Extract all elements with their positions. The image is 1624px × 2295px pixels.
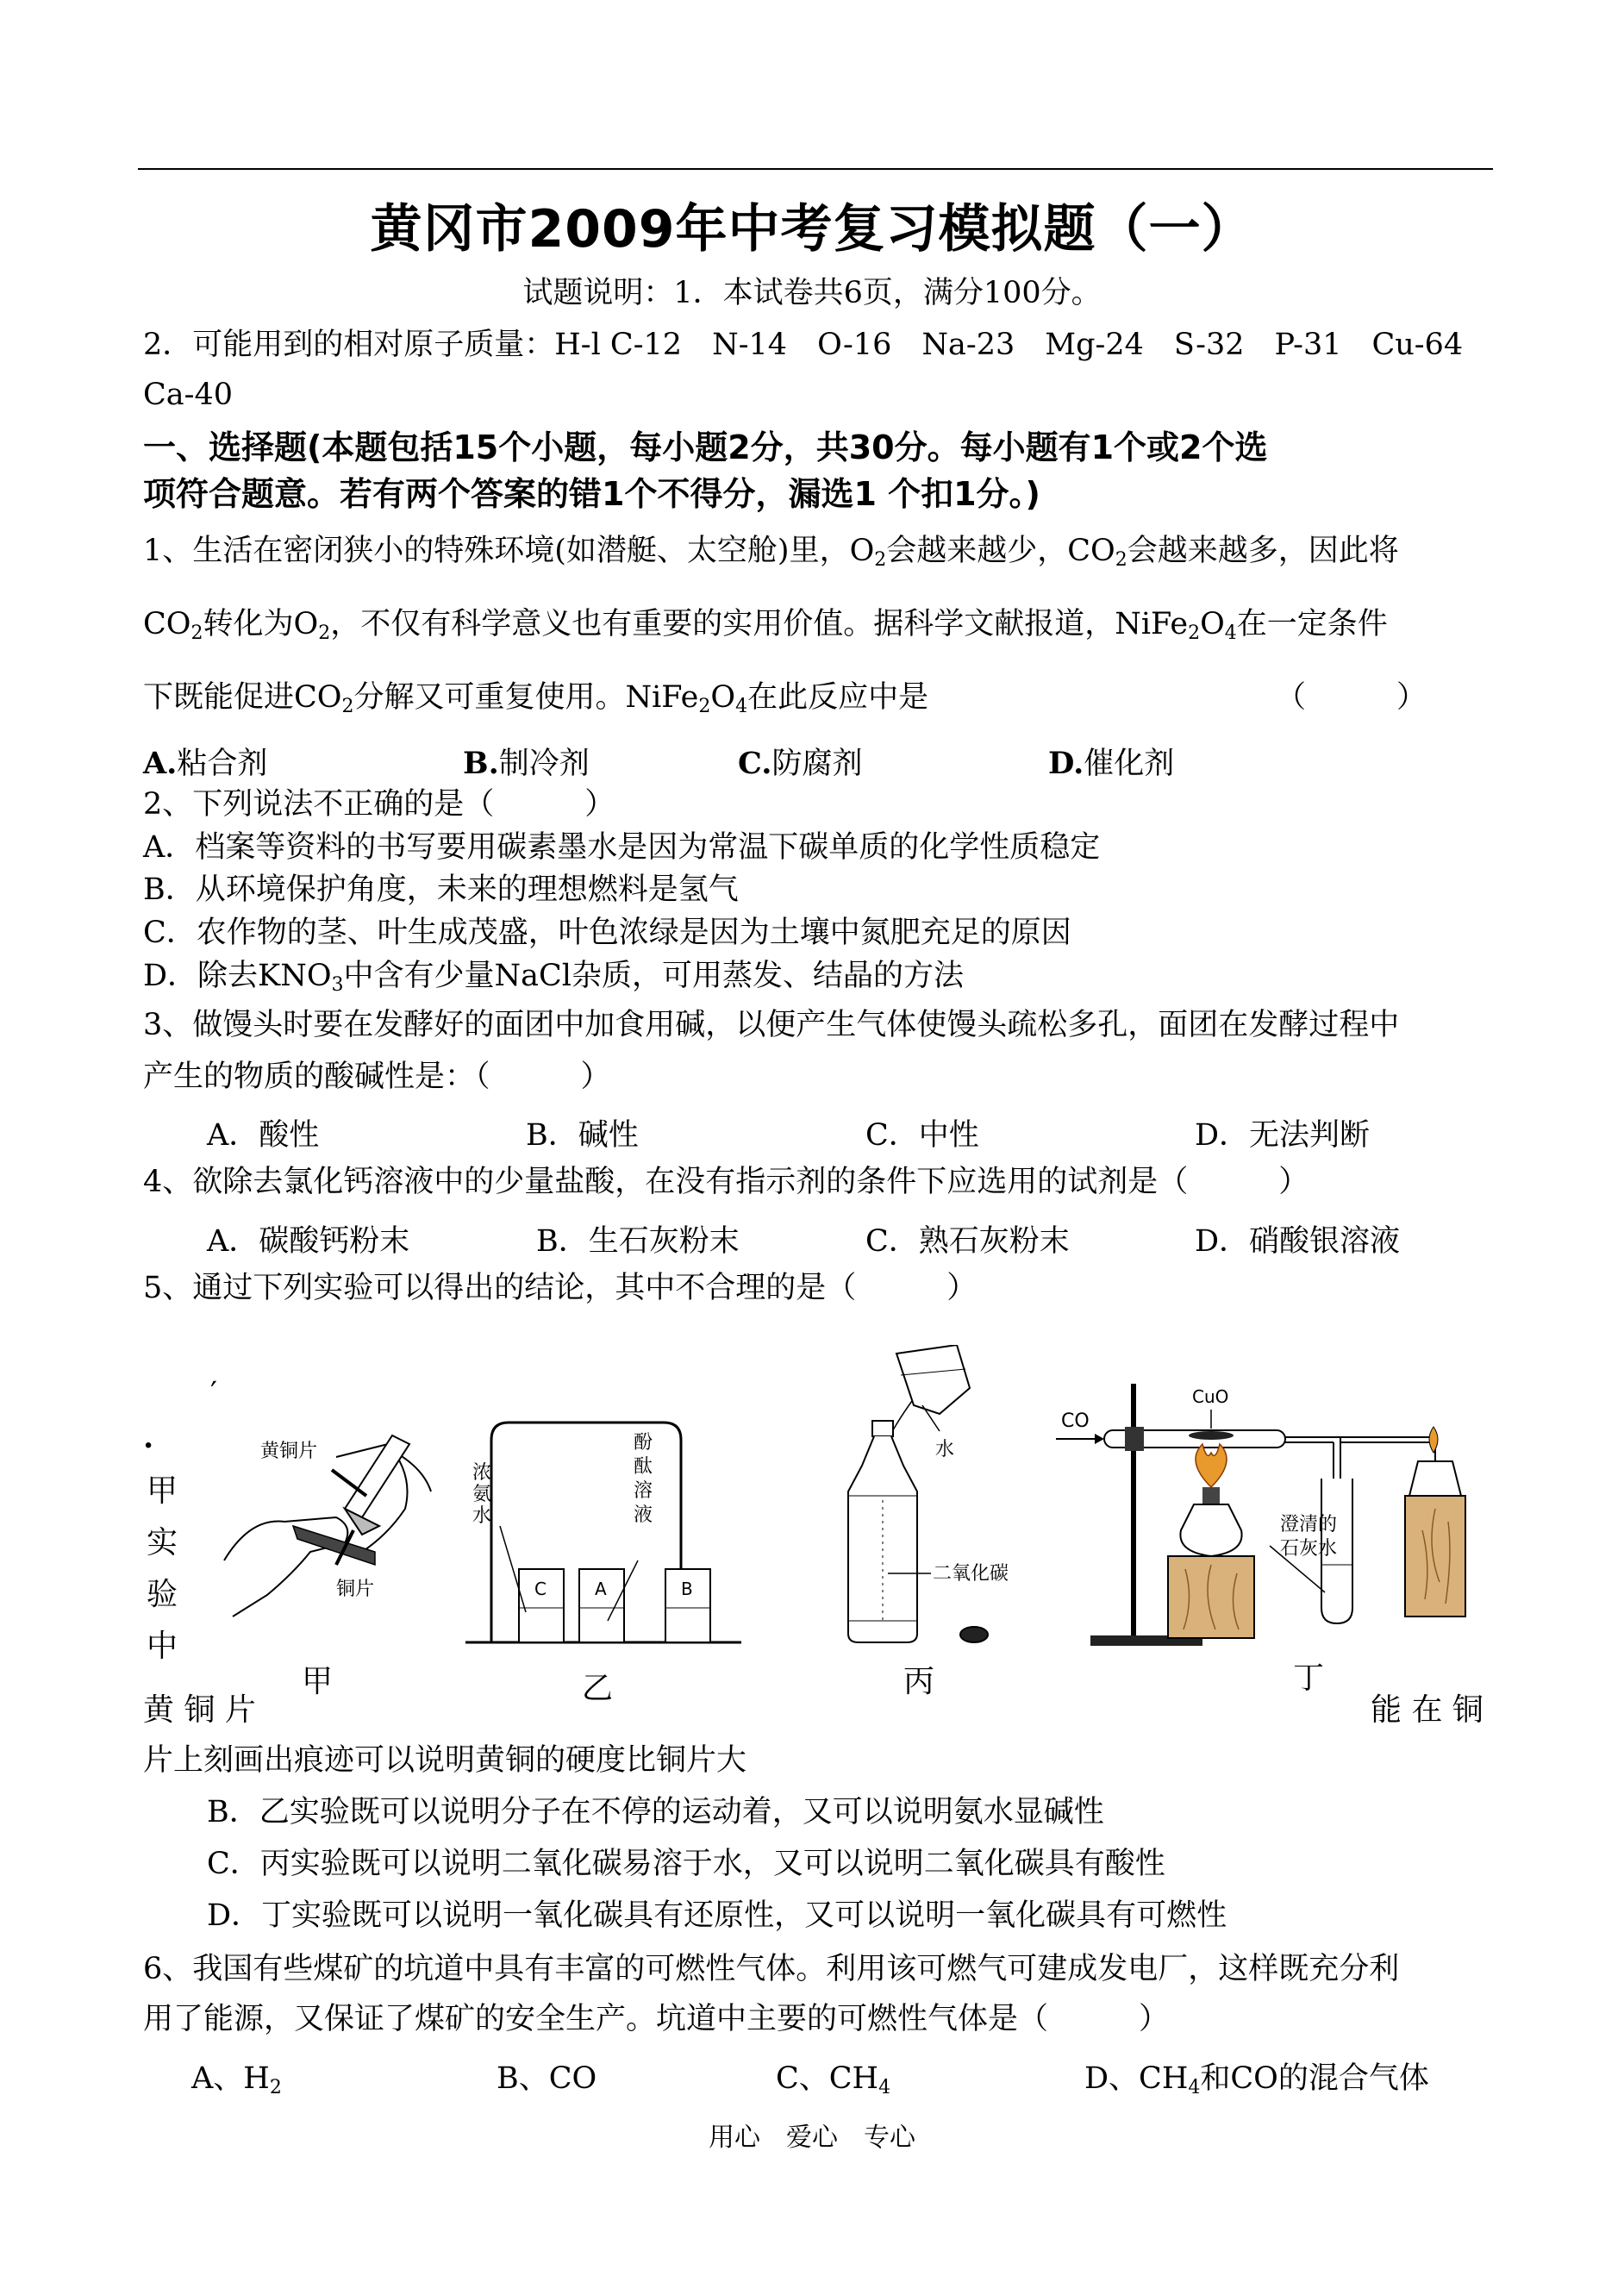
fig-jia-label-brass: 黄铜片 [260,1441,318,1462]
q6-option-a: A、$H_2$ [191,2061,282,2098]
q1-answer-bracket: （ ） [1276,680,1427,715]
page-footer: 用心 爱心 专心 [709,2123,915,2153]
q6-line-2: 用了能源，又保证了煤矿的安全生产。坑道中主要的可燃性气体是（ ） [143,2002,1170,2036]
q5-option-b: B．乙实验既可以说明分子在不停的运动着，又可以说明氨水显碱性 [207,1795,1104,1829]
q2-option-d: D．除去$KNO_3$中含有少量NaCl杂质，可用蒸发、结晶的方法 [143,959,964,996]
q2-stem: 2、下列说法不正确的是（ ） [143,787,615,822]
q5-vertical-char-2: 实 [146,1525,178,1560]
q5-option-a-end: 能 在 铜 [1371,1692,1483,1728]
fig-label-bing: 丙 [903,1664,935,1699]
q5-option-d: D．丁实验既可以说明一氧化碳具有还原性，又可以说明一氧化碳具有可燃性 [207,1898,1227,1933]
fig-label-yi: 乙 [582,1671,614,1706]
q5-vertical-char-4: 中 [146,1629,178,1664]
q5-vertical-char-1: 甲 [146,1473,178,1509]
beaker-label-a: A [595,1579,607,1599]
beaker-label-c: C [534,1579,547,1599]
fig-yi-right-char-3: 溶 [634,1480,653,1502]
q2-option-c: C．农作物的茎、叶生成茂盛，叶色浓绿是因为土壤中氮肥充足的原因 [143,916,1071,950]
q4-option-c: C．熟石灰粉末 [865,1224,1070,1259]
fig-label-jia: 甲 [302,1664,334,1699]
q5-mark-dot: . [143,1420,154,1455]
fig-bing-label-co2: 二氧化碳 [933,1563,1009,1585]
q1-line-3: 下既能促进$CO_2$分解又可重复使用。$NiFe_2O_4$在此反应中是 [143,680,929,717]
q1-line-1: 1、生活在密闭狭小的特殊环境(如潜艇、太空舱)里，$O_2$会越来越少，$CO_2$会越来越多，因此将 [143,534,1399,571]
fig-jia-label-copper: 铜片 [336,1579,375,1600]
q3-option-d: D．无法判断 [1195,1118,1371,1153]
figure-ding-co-reduction [1056,1366,1496,1651]
q4-stem: 4、欲除去氯化钙溶液中的少量盐酸，在没有指示剂的条件下应选用的试剂是（ ） [143,1165,1309,1199]
fig-ding-label-limewater-1: 澄清的 [1280,1514,1338,1535]
fig-yi-left-char-3: 水 [472,1505,492,1527]
q4-option-a: A．碳酸钙粉末 [207,1224,410,1259]
q5-vertical-char-3: 验 [146,1577,178,1612]
q3-option-b: B．碱性 [526,1118,639,1153]
q1-option-a: A.粘合剂 [143,746,268,781]
q1-option-b: B.制冷剂 [463,746,590,781]
fig-label-ding: 丁 [1293,1660,1325,1696]
q6-option-b: B、CO [497,2061,597,2096]
section-heading-line-2: 项符合题意。若有两个答案的错1个不得分，漏选1 个扣1分。) [143,475,1040,513]
q5-option-c: C．丙实验既可以说明二氧化碳易溶于水，又可以说明二氧化碳具有酸性 [207,1847,1165,1881]
note-line-1: 试题说明：1．本试卷共6页，满分100分。 [522,276,1102,310]
q6-option-c: C、$CH_4$ [776,2061,891,2098]
page-title: 黄冈市2009年中考复习模拟题（一） [370,199,1254,260]
figure-bing-co2-bottle [836,1345,1052,1655]
note-line-2: 2．可能用到的相对原子质量：H-l C-12 N-14 O-16 Na-23 Mg-24 S-32 P-31 Cu-64 [143,328,1464,362]
q2-option-b: B．从环境保护角度，未来的理想燃料是氢气 [143,872,739,907]
q3-option-a: A．酸性 [207,1118,320,1153]
q1-line-2: $CO_2$转化为$O_2$，不仅有科学意义也有重要的实用价值。据科学文献报道，$NiFe_2O_4$在一定条件 [143,607,1388,644]
figure-yi-ammonia-beakers [465,1414,741,1655]
q6-line-1: 6、我国有些煤矿的坑道中具有丰富的可燃性气体。利用该可燃气可建成发电厂，这样既充分利 [143,1952,1400,1986]
fig-bing-label-water: 水 [935,1439,955,1460]
q1-option-c: C.防腐剂 [738,746,863,781]
fig-yi-left-char-1: 浓 [472,1462,492,1484]
q4-option-d: D．硝酸银溶液 [1195,1224,1401,1259]
q5-stem: 5、通过下列实验可以得出的结论，其中不合理的是（ ） [143,1271,978,1305]
q3-line-2: 产生的物质的酸碱性是：（ ） [143,1060,611,1094]
q3-option-c: C．中性 [865,1118,979,1153]
fig-ding-label-co: CO [1061,1410,1090,1432]
q5-mark-comma: ′ [210,1376,217,1410]
q1-option-d: D.催化剂 [1048,746,1175,781]
fig-ding-label-limewater-2: 石灰水 [1280,1538,1338,1560]
q4-option-b: B．生石灰粉末 [536,1224,740,1259]
beaker-label-b: B [681,1579,693,1599]
q6-option-d: D、$CH_4$和CO的混合气体 [1084,2061,1429,2098]
q5-option-a-start: 黄 铜 片 [143,1692,256,1728]
q3-line-1: 3、做馒头时要在发酵好的面团中加食用碱，以便产生气体使馒头疏松多孔，面团在发酵过程中 [143,1008,1400,1042]
fig-ding-label-cuo: CuO [1192,1386,1229,1407]
q2-option-a: A．档案等资料的书写要用碳素墨水是因为常温下碳单质的化学性质稳定 [143,830,1101,865]
section-heading-line-1: 一、选择题(本题包括15个小题，每小题2分，共30分。每小题有1个或2个选 [143,428,1268,466]
q5-option-a-line-2: 片上刻画出痕迹可以说明黄铜的硬度比铜片大 [143,1743,747,1778]
fig-yi-right-char-2: 酞 [634,1456,653,1478]
fig-yi-right-char-4: 液 [634,1504,653,1526]
fig-yi-left-char-2: 氨 [472,1484,492,1505]
top-rule [138,168,1493,170]
note-line-3: Ca-40 [143,378,234,412]
figure-jia-brass-scratch [215,1423,440,1638]
fig-yi-right-char-1: 酚 [634,1432,653,1454]
